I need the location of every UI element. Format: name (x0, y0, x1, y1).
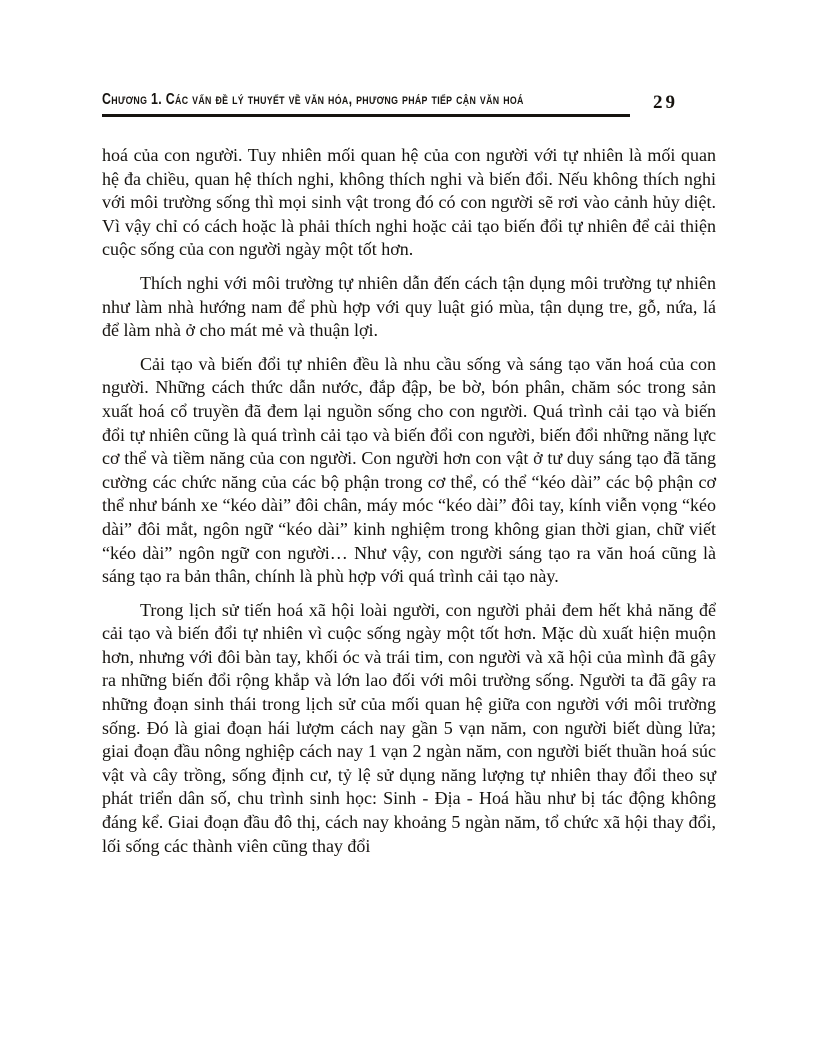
paragraph: Trong lịch sử tiến hoá xã hội loài người, con người phải đem hết khả năng để cải tạo và biến đổi tự nhiên vì cuộc sống ngày một tốt hơn. Mặc dù xuất hiện muộn hơn, nhưng với đôi bàn tay, khối óc và trái tim, con người và xã hội của mình đã gây ra những biến đổi rộng khắp và lớn lao đối với môi trường sống. Người ta đã gây ra những đoạn sinh thái trong lịch sử của mối quan hệ giữa con người với môi trường sống. Đó là giai đoạn hái lượm cách nay gần 5 vạn năm, con người biết dùng lửa; giai đoạn đầu nông nghiệp cách nay 1 vạn 2 ngàn năm, con người biết thuần hoá súc vật và cây trồng, sống định cư, tỷ lệ sử dụng năng lượng tự nhiên thay đổi theo sự phát triển dân số, chu trình sinh học: Sinh - Địa - Hoá hầu như bị tác động không đáng kể. Giai đoạn đầu đô thị, cách nay khoảng 5 ngàn năm, tổ chức xã hội thay đổi, lối sống các thành viên cũng thay đổi (102, 599, 716, 856)
running-head-rule (102, 91, 630, 117)
page-number: 29 (653, 92, 678, 113)
paragraph: Thích nghi với môi trường tự nhiên dẫn đến cách tận dụng môi trường tự nhiên như làm nhà hướng nam để phù hợp với quy luật gió mùa, tận dụng tre, gỗ, nứa, lá để làm nhà ở cho mát mẻ và thuận lợi. (102, 272, 716, 341)
page-text (102, 144, 716, 868)
paragraph: Cải tạo và biến đổi tự nhiên đều là nhu cầu sống và sáng tạo văn hoá của con người. Những cách thức dẫn nước, đắp đập, be bờ, bón phân, chăm sóc trong sản xuất hoá cổ truyền đã đem lại nguồn sống cho con người. Quá trình cải tạo và biến đổi tự nhiên cũng là quá trình cải tạo và biến đổi con người, biến đổi những năng lực cơ thể và tiềm năng của con người. Con người hơn con vật ở tư duy sáng tạo đã tăng cường các chức năng của các bộ phận trong cơ thể, có thể “kéo dài” các bộ phận cơ thể như bánh xe “kéo dài” đôi chân, máy móc “kéo dài” đôi tay, kính viễn vọng “kéo dài” đôi mắt, ngôn ngữ “kéo dài” kinh nghiệm trong không gian thời gian, chữ viết “kéo dài” ngôn ngữ con người… Như vậy, con người sáng tạo ra văn hoá cũng là sáng tạo ra bản thân, chính là phù hợp với quá trình cải tạo này. (102, 353, 716, 587)
running-head (102, 91, 716, 125)
chapter-title: Chương 1. Các vấn đề lý thuyết về văn hóa, phương pháp tiếp cận văn hoá (102, 91, 524, 108)
paragraph: hoá của con người. Tuy nhiên mối quan hệ của con người với tự nhiên là mối quan hệ đa chiều, quan hệ thích nghi, không thích nghi và biến đổi. Nếu không thích nghi với môi trường sống thì mọi sinh vật trong đó có con người sẽ rơi vào cảnh hủy diệt. Vì vậy chỉ có cách hoặc là phải thích nghi hoặc cải tạo biến đổi tự nhiên để cải thiện cuộc sống của con người ngày một tốt hơn. (102, 145, 716, 260)
